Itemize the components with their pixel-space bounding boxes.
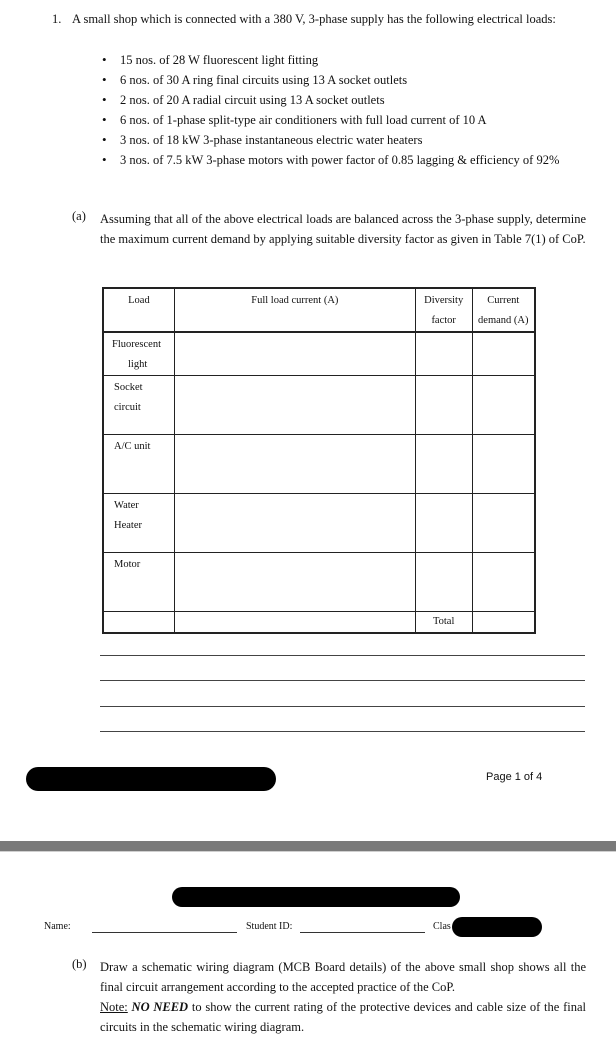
water-heater-demand-cell[interactable] xyxy=(472,494,535,553)
redaction-bar xyxy=(172,887,460,907)
fluorescent-flc-cell[interactable] xyxy=(174,332,415,376)
socket-flc-cell[interactable] xyxy=(174,376,415,435)
row-label-water-heater: Water Heater xyxy=(103,494,174,553)
part-b-question: Draw a schematic wiring diagram (MCB Board details) of the above small shop shows all the final circuit arrangement according to the accepted practice of the CoP. xyxy=(100,960,586,994)
name-label: Name: xyxy=(44,921,71,932)
total-demand-cell[interactable] xyxy=(472,612,535,634)
motor-diversity-cell[interactable] xyxy=(415,553,472,612)
table-total-row xyxy=(103,612,535,634)
list-item: • 3 nos. of 18 kW 3-phase instantaneous electric water heaters xyxy=(100,130,590,150)
current-demand-table xyxy=(102,287,536,634)
question-number: 1. xyxy=(52,12,62,26)
page-break-divider xyxy=(0,851,616,852)
row-label-ac-unit: A/C unit xyxy=(103,435,174,494)
bullet-icon: • xyxy=(102,132,107,147)
table-row xyxy=(103,494,535,553)
load-list xyxy=(100,50,590,170)
motor-demand-cell[interactable] xyxy=(472,553,535,612)
header-load: Load xyxy=(103,288,174,332)
redaction-bar xyxy=(26,767,276,791)
header-current-demand: Current demand (A) xyxy=(472,288,535,332)
header-diversity-factor: Diversity factor xyxy=(415,288,472,332)
bullet-icon: • xyxy=(102,112,107,127)
part-a-label: (a) xyxy=(72,209,86,223)
part-b-label: (b) xyxy=(72,957,87,971)
student-id-field[interactable] xyxy=(300,932,425,933)
row-label-socket: Socket circuit xyxy=(103,376,174,435)
note-emphasis: NO NEED xyxy=(131,1000,189,1014)
question-intro: A small shop which is connected with a 380 V, 3-phase supply has the following electrical loads: xyxy=(72,12,556,26)
total-blank-cell-2 xyxy=(174,612,415,634)
table-row xyxy=(103,376,535,435)
bullet-icon: • xyxy=(102,152,107,167)
socket-demand-cell[interactable] xyxy=(472,376,535,435)
table-row xyxy=(103,332,535,376)
row-label-fluorescent: Fluorescent light xyxy=(103,332,174,376)
answer-line[interactable] xyxy=(100,680,585,681)
table-row xyxy=(103,435,535,494)
note-label: Note: xyxy=(100,1000,128,1014)
list-item: • 2 nos. of 20 A radial circuit using 13 A socket outlets xyxy=(100,90,590,110)
ac-flc-cell[interactable] xyxy=(174,435,415,494)
answer-line[interactable] xyxy=(100,731,585,732)
total-label: Total xyxy=(415,612,472,634)
bullet-icon: • xyxy=(102,72,107,87)
total-blank-cell xyxy=(103,612,174,634)
table-row xyxy=(103,553,535,612)
part-b-text xyxy=(100,957,586,1037)
socket-diversity-cell[interactable] xyxy=(415,376,472,435)
bullet-icon: • xyxy=(102,52,107,67)
name-field[interactable] xyxy=(92,932,237,933)
fluorescent-demand-cell[interactable] xyxy=(472,332,535,376)
redaction-bar xyxy=(452,917,542,937)
fluorescent-diversity-cell[interactable] xyxy=(415,332,472,376)
bullet-icon: • xyxy=(102,92,107,107)
ac-demand-cell[interactable] xyxy=(472,435,535,494)
page-number: Page 1 of 4 xyxy=(486,771,543,783)
list-item: • 3 nos. of 7.5 kW 3-phase motors with power factor of 0.85 lagging & efficiency of 92% xyxy=(100,150,590,170)
page-break xyxy=(0,841,616,851)
ac-diversity-cell[interactable] xyxy=(415,435,472,494)
table-header-row xyxy=(103,288,535,332)
header-full-load-current: Full load current (A) xyxy=(174,288,415,332)
row-label-motor: Motor xyxy=(103,553,174,612)
water-heater-flc-cell[interactable] xyxy=(174,494,415,553)
list-item: • 15 nos. of 28 W fluorescent light fitting xyxy=(100,50,590,70)
part-a-text: Assuming that all of the above electrical loads are balanced across the 3-phase supply, determine the maximum current demand by applying suitable diversity factor as given in Table 7(1) of CoP. xyxy=(100,212,586,246)
water-heater-diversity-cell[interactable] xyxy=(415,494,472,553)
list-item: • 6 nos. of 30 A ring final circuits using 13 A socket outlets xyxy=(100,70,590,90)
answer-line[interactable] xyxy=(100,655,585,656)
note-text: to show the current rating of the protective devices and cable size of the final circuits in the schematic wiring diagram. xyxy=(100,1000,586,1034)
list-item: • 6 nos. of 1-phase split-type air conditioners with full load current of 10 A xyxy=(100,110,590,130)
student-id-label: Student ID: xyxy=(246,921,293,932)
answer-line[interactable] xyxy=(100,706,585,707)
motor-flc-cell[interactable] xyxy=(174,553,415,612)
class-label: Clas xyxy=(433,921,451,932)
